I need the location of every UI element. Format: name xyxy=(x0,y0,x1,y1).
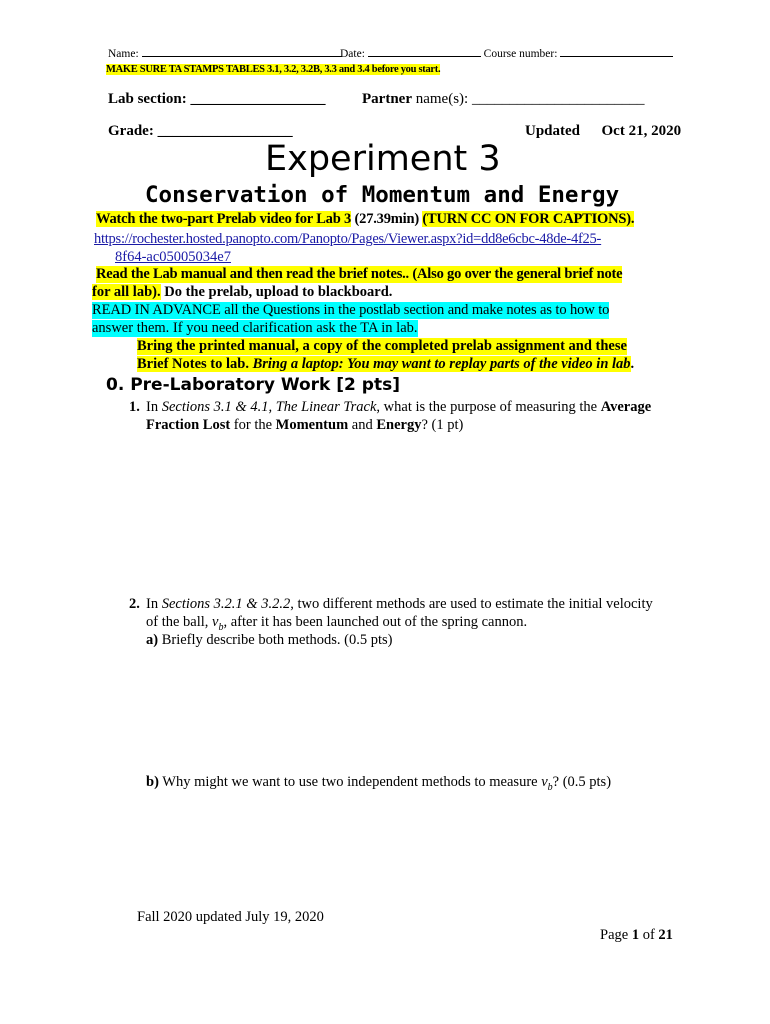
q1-for-the: for the xyxy=(230,417,276,433)
q2b-label: b) xyxy=(146,774,159,790)
read-line1: Read the Lab manual and then read the brief notes.. (Also go over the general brief note xyxy=(96,266,623,282)
bring-line2-a: Brief Notes to lab. xyxy=(137,356,249,372)
q2b-end: ? (0.5 pts) xyxy=(552,774,612,790)
name-field xyxy=(108,48,342,60)
q1-points: ? (1 pt) xyxy=(421,417,464,433)
q2b xyxy=(146,774,611,793)
q1-term-momentum: Momentum xyxy=(275,417,349,433)
q1-and: and xyxy=(348,417,377,433)
video-link-line2[interactable]: 8f64-ac05005034e7 xyxy=(115,249,231,265)
q2a xyxy=(146,632,392,649)
course-blank xyxy=(560,56,673,57)
bring-line2-b: Bring a laptop: You may want to replay parts of the video in lab xyxy=(248,356,631,372)
updated-date: Oct 21, 2020 xyxy=(601,123,682,139)
q2-number: 2. xyxy=(129,596,140,612)
q1-fraction-lost: Fraction Lost xyxy=(146,417,231,433)
q2b-vb: $v_b$ xyxy=(541,774,553,793)
advance-line1: READ IN ADVANCE all the Questions in the postlab section and make notes as to how to xyxy=(92,302,610,318)
read-line2-highlight: for all lab). xyxy=(92,284,161,300)
q1-term-average: Average xyxy=(600,399,652,415)
q1-number: 1. xyxy=(129,399,140,415)
q1-pre: In xyxy=(146,399,162,415)
q2-line2-a: of the ball, xyxy=(146,614,213,630)
partner-name: name(s): _______________________ xyxy=(415,91,645,107)
q1-ref: Sections 3.1 & 4.1, The Linear Track xyxy=(161,399,377,415)
page-current: 1 xyxy=(631,927,640,943)
read-line2-rest: Do the prelab, upload to blackboard. xyxy=(160,284,393,300)
q2-ref: Sections 3.2.1 & 3.2.2 xyxy=(161,596,291,612)
q2b-text: Why might we want to use two independent methods to measure xyxy=(158,774,542,790)
watch-cc: (TURN CC ON FOR CAPTIONS). xyxy=(422,211,635,227)
course-label: Course number: xyxy=(483,48,558,60)
updated-label: Updated xyxy=(525,123,581,139)
bring-line1: Bring the printed manual, a copy of the completed prelab assignment and these xyxy=(137,338,627,354)
page-label: Page xyxy=(600,927,632,943)
q2-rest: , two different methods are used to estimate the initial velocity xyxy=(290,596,653,612)
partner-label: Partner xyxy=(362,91,412,107)
bring-line2-c: . xyxy=(630,356,635,372)
q2a-label: a) xyxy=(146,632,159,648)
watch-text: Watch the two-part Prelab video for Lab 3 xyxy=(96,211,352,227)
q2a-text: Briefly describe both methods. (0.5 pts) xyxy=(158,632,393,648)
read-line2 xyxy=(92,284,392,301)
q2-line2-b: , after it has been launched out of the spring cannon. xyxy=(223,614,528,630)
advance-line2: answer them. If you need clarification ask the TA in lab. xyxy=(92,320,418,336)
page-number xyxy=(600,927,673,944)
q1-term-energy: Energy xyxy=(376,417,422,433)
page-of: of xyxy=(639,927,659,943)
bring-line2 xyxy=(137,356,634,373)
page-title: Experiment 3 xyxy=(265,139,501,179)
section-heading: 0. Pre-Laboratory Work [2 pts] xyxy=(106,375,400,395)
watch-line xyxy=(96,211,634,228)
date-blank xyxy=(368,56,481,57)
q2-line2 xyxy=(146,614,527,633)
page-total: 21 xyxy=(658,927,673,943)
q1-line2 xyxy=(146,417,463,434)
q1-mid: , what is the purpose of measuring the xyxy=(376,399,601,415)
grade-field: Grade: __________________ xyxy=(108,123,293,139)
watch-duration: (27.39min) xyxy=(354,211,419,227)
date-field xyxy=(340,48,673,60)
q2-vb: $v_b$ xyxy=(212,614,224,633)
lab-section-field: Lab section: __________________ xyxy=(108,91,326,107)
updated-line xyxy=(525,123,681,140)
q2-pre: In xyxy=(146,596,162,612)
page-subtitle: Conservation of Momentum and Energy xyxy=(145,182,620,208)
stamps-notice: MAKE SURE TA STAMPS TABLES 3.1, 3.2, 3.2B, 3.3 and 3.4 before you start. xyxy=(106,64,441,75)
q1-line1 xyxy=(146,399,651,416)
name-blank xyxy=(142,56,342,57)
name-label: Name: xyxy=(108,48,139,60)
video-link-line1[interactable]: https://rochester.hosted.panopto.com/Panopto/Pages/Viewer.aspx?id=dd8e6cbc-48de-4f25- xyxy=(94,231,602,247)
date-label: Date: xyxy=(340,48,365,60)
footer-left: Fall 2020 updated July 19, 2020 xyxy=(137,909,324,925)
q2-line1 xyxy=(146,596,653,613)
partner-field xyxy=(362,91,644,108)
